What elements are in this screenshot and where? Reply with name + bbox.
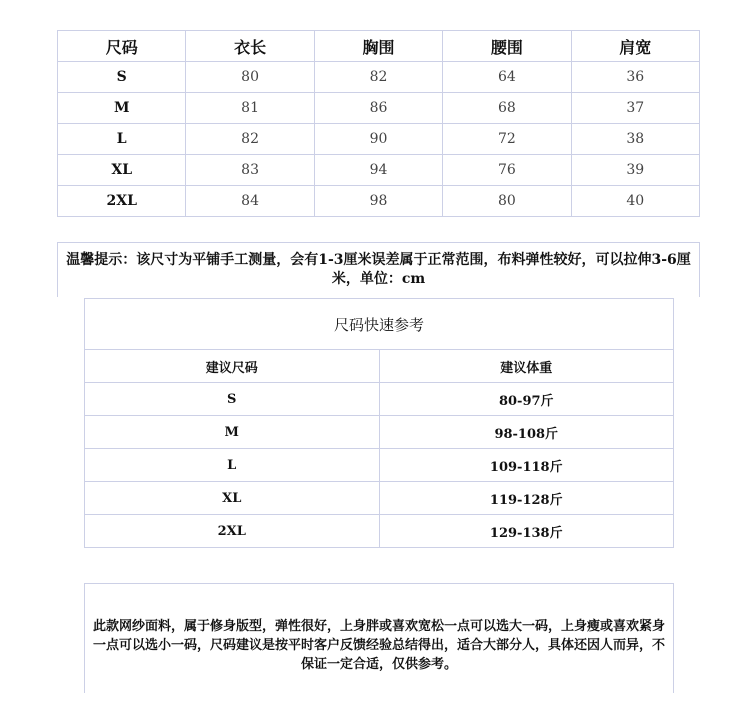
- table-row: [58, 155, 700, 186]
- header-shoulder: 肩宽: [571, 31, 699, 62]
- quick-reference-title-row: [85, 299, 674, 350]
- header-waist: 腰围: [443, 31, 571, 62]
- chest-cell: 94: [314, 155, 442, 186]
- fit-note-text: 此款网纱面料，属于修身版型，弹性很好，上身胖或喜欢宽松一点可以选大一码，上身瘦或喜欢紧身一点可以选小一码，尺码建议是按平时客户反馈经验总结得出，适合大部分人，具体还因人而异，不保证一定合适，仅供参考。: [92, 619, 665, 672]
- suggested-weight-cell: 98-108斤: [379, 416, 674, 449]
- size-cell: L: [58, 124, 186, 155]
- suggested-weight-cell: 80-97斤: [379, 383, 674, 416]
- table-row: [85, 416, 674, 449]
- length-cell: 83: [186, 155, 314, 186]
- table-row: [85, 515, 674, 548]
- header-suggested-weight: 建议体重: [379, 350, 674, 383]
- suggested-size-cell: M: [85, 416, 380, 449]
- chest-cell: 86: [314, 93, 442, 124]
- suggested-weight-cell: 129-138斤: [379, 515, 674, 548]
- waist-cell: 64: [443, 62, 571, 93]
- shoulder-cell: 40: [571, 186, 699, 217]
- suggested-size-cell: 2XL: [85, 515, 380, 548]
- header-suggested-size: 建议尺码: [85, 350, 380, 383]
- header-size: 尺码: [58, 31, 186, 62]
- suggested-weight-cell: 119-128斤: [379, 482, 674, 515]
- quick-reference-header-row: [85, 350, 674, 383]
- suggested-size-cell: XL: [85, 482, 380, 515]
- measurement-tip: [57, 242, 700, 297]
- quick-reference-title: 尺码快速参考: [85, 299, 674, 350]
- size-cell: M: [58, 93, 186, 124]
- shoulder-cell: 38: [571, 124, 699, 155]
- length-cell: 80: [186, 62, 314, 93]
- length-cell: 81: [186, 93, 314, 124]
- shoulder-cell: 36: [571, 62, 699, 93]
- measurement-tip-text: 温馨提示：该尺寸为平铺手工测量，会有1-3厘米误差属于正常范围，布料弹性较好，可以拉伸3-6厘米，单位：cm: [66, 252, 691, 287]
- table-row: [85, 383, 674, 416]
- waist-cell: 76: [443, 155, 571, 186]
- header-chest: 胸围: [314, 31, 442, 62]
- length-cell: 84: [186, 186, 314, 217]
- waist-cell: 72: [443, 124, 571, 155]
- header-length: 衣长: [186, 31, 314, 62]
- shoulder-cell: 39: [571, 155, 699, 186]
- table-row: [58, 93, 700, 124]
- length-cell: 82: [186, 124, 314, 155]
- quick-reference-table: [84, 298, 674, 548]
- size-cell: XL: [58, 155, 186, 186]
- table-row: [85, 449, 674, 482]
- table-row: [58, 124, 700, 155]
- size-table: [57, 30, 700, 217]
- suggested-weight-cell: 109-118斤: [379, 449, 674, 482]
- table-row: [58, 62, 700, 93]
- chest-cell: 82: [314, 62, 442, 93]
- waist-cell: 68: [443, 93, 571, 124]
- table-row: [85, 482, 674, 515]
- size-cell: S: [58, 62, 186, 93]
- waist-cell: 80: [443, 186, 571, 217]
- chest-cell: 98: [314, 186, 442, 217]
- table-row: [58, 186, 700, 217]
- chest-cell: 90: [314, 124, 442, 155]
- shoulder-cell: 37: [571, 93, 699, 124]
- suggested-size-cell: S: [85, 383, 380, 416]
- size-table-header-row: [58, 31, 700, 62]
- size-cell: 2XL: [58, 186, 186, 217]
- suggested-size-cell: L: [85, 449, 380, 482]
- fit-note: [84, 583, 674, 693]
